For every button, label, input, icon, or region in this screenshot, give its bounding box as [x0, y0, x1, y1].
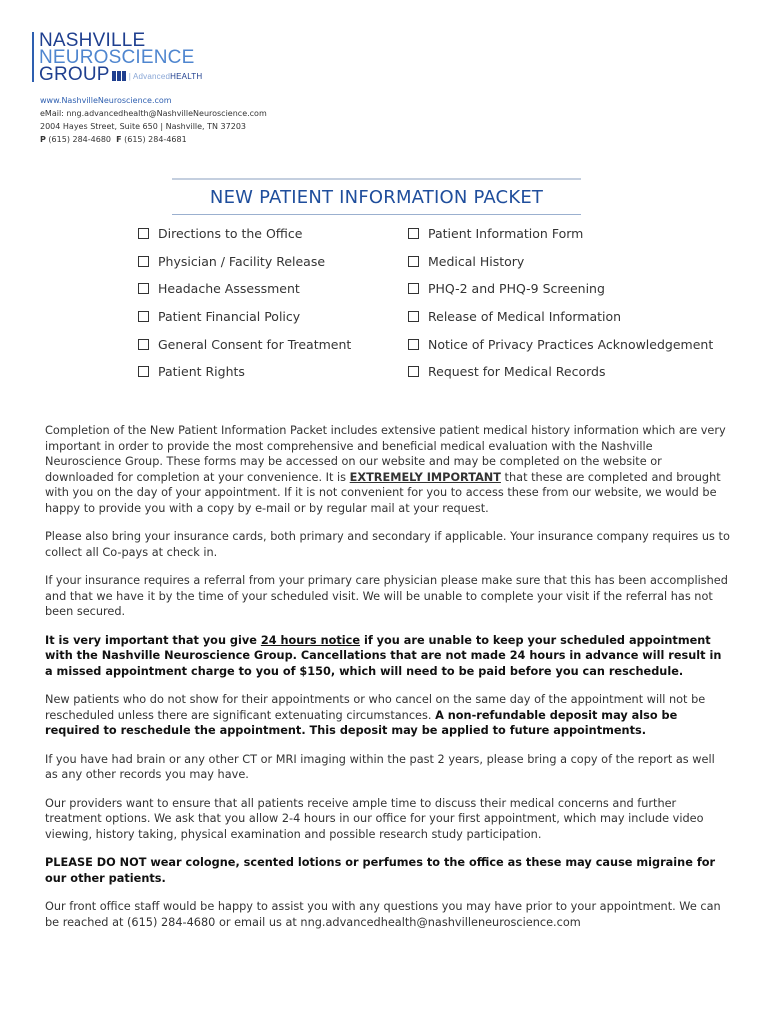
logo-mark-icon — [112, 71, 126, 81]
logo-line-1: NASHVILLE — [39, 30, 146, 51]
checklist-label: General Consent for Treatment — [158, 337, 352, 352]
website-link[interactable]: www.NashvilleNeuroscience.com — [40, 96, 172, 105]
checkbox[interactable] — [408, 256, 419, 267]
checklist-label: Release of Medical Information — [428, 309, 622, 324]
checklist-item[interactable] — [408, 254, 524, 269]
checkbox[interactable] — [408, 283, 419, 294]
checklist-row — [138, 309, 738, 327]
checklist-item[interactable] — [138, 337, 351, 352]
contact-block — [40, 94, 267, 146]
checklist-row — [138, 337, 738, 355]
checkbox[interactable] — [138, 339, 149, 350]
paragraph-text: if you are unable to keep your scheduled appointment with the Nashville Neuroscience Group. Cancellations that are not made 24 hours in advance will result in a missed appointment charge to you of $150, which will need to be paid before you can reschedule. — [45, 633, 722, 678]
checklist-item[interactable] — [138, 281, 300, 296]
paragraph-text: that these are completed and brought with you on the day of your appointment. If it is not convenient for you to access these from our website, we would be happy to provide you with a copy by e-mail or by regular mail at your request. — [45, 470, 721, 515]
checklist-item[interactable] — [138, 226, 302, 241]
checklist-row — [138, 281, 738, 299]
checklist-item[interactable] — [408, 337, 713, 352]
paragraph-deposit: A non-refundable deposit may also be required to reschedule the appointment. This deposit may be applied to future appointments. — [45, 708, 678, 737]
checkbox[interactable] — [138, 311, 149, 322]
logo-tag-light: Advanced — [132, 72, 171, 81]
email-line[interactable]: eMail: nng.advancedhealth@NashvilleNeuroscience.com — [40, 109, 267, 118]
paragraph-cancellation — [45, 633, 730, 680]
checklist-item[interactable] — [408, 281, 605, 296]
phone-label: P — [40, 135, 46, 144]
checkbox[interactable] — [138, 256, 149, 267]
checklist-item[interactable] — [408, 226, 583, 241]
checkbox[interactable] — [138, 366, 149, 377]
emphasis-extremely-important: EXTREMELY IMPORTANT — [349, 470, 501, 484]
body-text — [45, 423, 730, 943]
title-section — [172, 178, 581, 215]
paragraph-insurance: Please also bring your insurance cards, both primary and secondary if applicable. Your insurance company requires us to collect all Co-pays at check in. — [45, 530, 730, 559]
paragraph-text: It is very important that you give — [45, 633, 261, 647]
checklist-item[interactable] — [408, 364, 605, 379]
phone-fax-line — [40, 133, 267, 146]
paragraph-text: New patients who do not show for their appointments or who cancel on the same day of the appointment will not be rescheduled unless there are significant extenuating circumstances. — [45, 693, 706, 722]
paragraph-completion — [45, 423, 730, 516]
checklist-label: Medical History — [428, 254, 525, 269]
logo-text — [39, 32, 202, 83]
checklist-item[interactable] — [138, 309, 300, 324]
page-title: NEW PATIENT INFORMATION PACKET — [209, 187, 544, 208]
paragraph-fragrance: PLEASE DO NOT wear cologne, scented lotions or perfumes to the office as these may cause migraine for our other patients. — [45, 856, 716, 885]
checkbox[interactable] — [408, 339, 419, 350]
fax-label: F — [116, 135, 122, 144]
fax-number: (615) 284-4681 — [124, 135, 187, 144]
checkbox[interactable] — [138, 228, 149, 239]
checkbox[interactable] — [408, 311, 419, 322]
checklist-item[interactable] — [138, 364, 245, 379]
checklist-label: Headache Assessment — [158, 281, 300, 296]
checklist-item[interactable] — [138, 254, 325, 269]
logo-tag-bold: HEALTH — [170, 72, 203, 81]
emphasis-24-hours-notice: 24 hours notice — [260, 633, 361, 647]
checklist-label: Directions to the Office — [158, 226, 303, 241]
logo-line-3 — [39, 66, 202, 83]
paragraph-imaging: If you have had brain or any other CT or MRI imaging within the past 2 years, please bring a copy of the report as well as any other records you may have. — [45, 752, 715, 781]
paragraph-no-show — [45, 692, 730, 739]
checklist-row — [138, 226, 738, 244]
logo-bar — [32, 32, 34, 82]
logo-line-2: NEUROSCIENCE — [39, 47, 195, 68]
checklist-label: Patient Rights — [158, 364, 245, 379]
checklist-label: Patient Financial Policy — [158, 309, 301, 324]
logo-tagline: | AdvancedHEALTH — [128, 72, 203, 81]
paragraph-text: Completion of the New Patient Information Packet includes extensive patient medical history information which are very important in order to provide the most comprehensive and beneficial medical evaluation with the Nashville Neuroscience Group. These forms may be accessed on our website and may be completed on the website or downloaded for completion at your convenience. It is — [45, 424, 726, 484]
checkbox[interactable] — [408, 228, 419, 239]
address-line: 2004 Hayes Street, Suite 650 | Nashville, TN 37203 — [40, 122, 247, 131]
title-rule-bottom — [172, 214, 581, 215]
paragraph-referral: If your insurance requires a referral from your primary care physician please make sure that this has been accomplished and that we have it by the time of your scheduled visit. We will be unable to complete your visit if the referral has not been secured. — [45, 574, 728, 618]
logo-line-3-text: GROUP — [39, 64, 110, 85]
checklist-label: PHQ-2 and PHQ-9 Screening — [428, 281, 605, 296]
checkbox[interactable] — [408, 366, 419, 377]
checklist-row — [138, 364, 738, 382]
paragraph-contact: Our front office staff would be happy to assist you with any questions you may have prior to your appointment. We can be reached at (615) 284-4680 or email us at nng.advancedhealth@nashvilleneuroscience.com — [45, 900, 721, 929]
checkbox[interactable] — [138, 283, 149, 294]
checklist-row — [138, 254, 738, 272]
phone-number: (615) 284-4680 — [48, 135, 111, 144]
checklist-label: Request for Medical Records — [428, 364, 606, 379]
paragraph-providers: Our providers want to ensure that all patients receive ample time to discuss their medical concerns and further treatment options. We ask that you allow 2-4 hours in our office for your first appointment, which may include video viewing, history taking, physical examination and possible research study participation. — [45, 796, 704, 841]
checklist-item[interactable] — [408, 309, 621, 324]
checklist-label: Notice of Privacy Practices Acknowledgement — [428, 337, 714, 352]
checklist-label: Patient Information Form — [428, 226, 584, 241]
checklist-label: Physician / Facility Release — [158, 254, 326, 269]
